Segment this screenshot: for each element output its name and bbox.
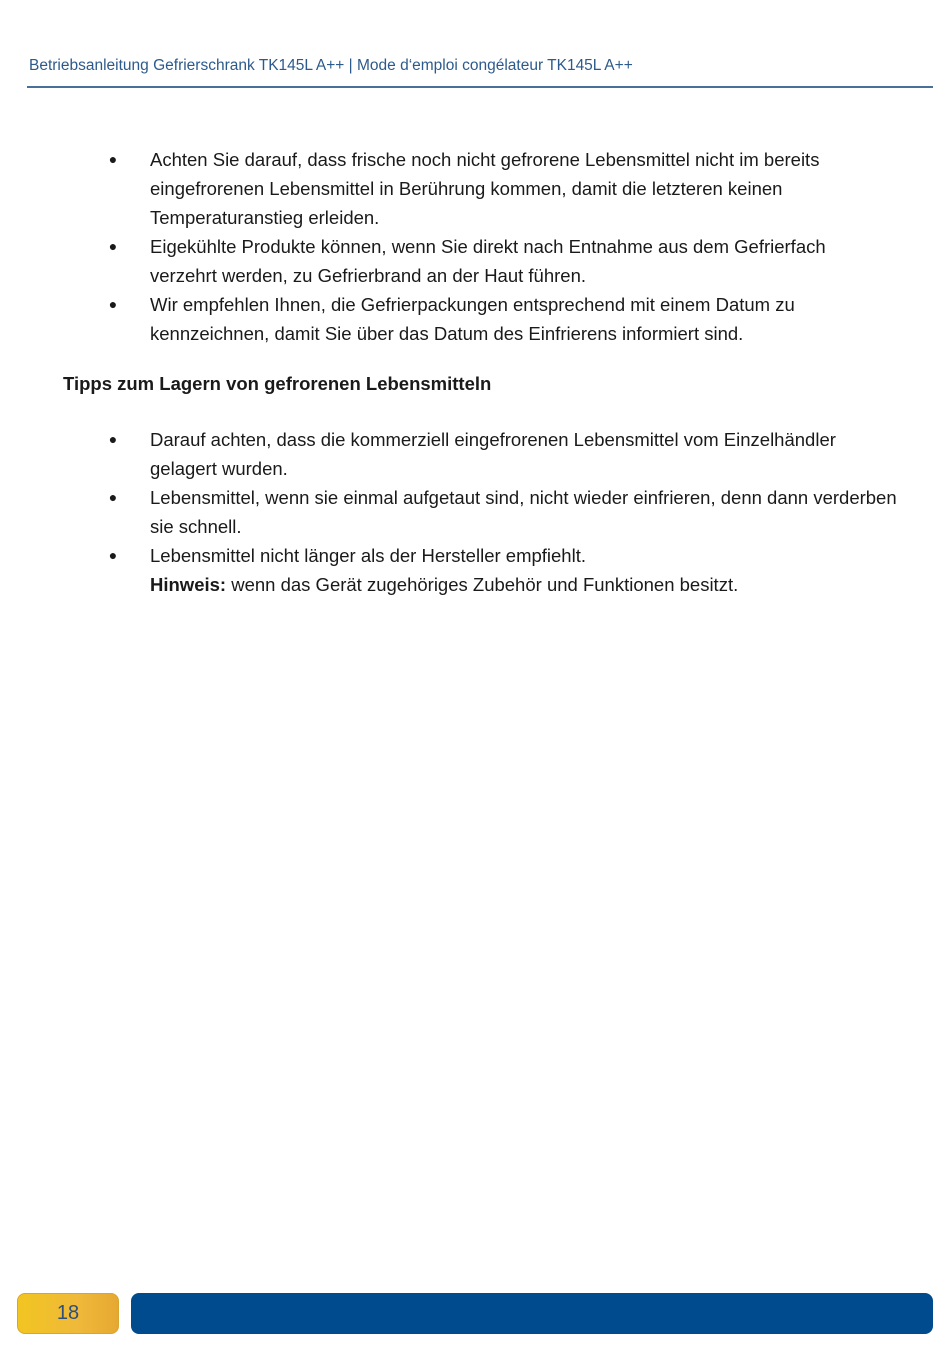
page-header-title: Betriebsanleitung Gefrierschrank TK145L A++ | Mode d‘emploi congélateur TK145L A++ [29, 57, 633, 74]
bullet-icon: ● [108, 489, 118, 505]
section-heading-storage-tips: Tipps zum Lagern von gefrorenen Lebensmitteln [63, 373, 492, 394]
list-item-text: Lebensmittel, wenn sie einmal aufgetaut sind, nicht wieder einfrieren, denn dann verderben sie schnell. [150, 487, 897, 537]
bullet-list-storage-tips [107, 425, 897, 599]
bullet-icon: ● [108, 151, 118, 167]
list-item-text: Darauf achten, dass die kommerziell eingefrorenen Lebensmittel vom Einzelhändler gelagert wurden. [150, 429, 836, 479]
list-item [107, 290, 897, 348]
bullet-icon: ● [108, 431, 118, 447]
page-number: 18 [56, 1302, 80, 1324]
list-item [107, 541, 897, 599]
bullet-icon: ● [108, 547, 118, 563]
header-divider [27, 86, 933, 88]
list-item [107, 425, 897, 483]
list-item-text: Wir empfehlen Ihnen, die Gefrierpackungen entsprechend mit einem Datum zu kennzeichnen, damit Sie über das Datum des Einfrierens informiert sind. [150, 294, 795, 344]
note-line [150, 570, 897, 599]
note-label: Hinweis: [150, 574, 227, 595]
list-item-text: Lebensmittel nicht länger als der Hersteller empfiehlt. [150, 545, 586, 566]
bullet-list-freezing-notes [107, 145, 897, 348]
note-text: wenn das Gerät zugehöriges Zubehör und Funktionen besitzt. [226, 574, 739, 595]
list-item [107, 145, 897, 232]
list-item [107, 232, 897, 290]
list-item-text: Achten Sie darauf, dass frische noch nicht gefrorene Lebensmittel nicht im bereits eingefrorenen Lebensmittel in Berührung kommen, damit die letzteren keinen Temperaturanstieg erleiden. [150, 149, 820, 228]
footer-bar [131, 1293, 933, 1334]
bullet-icon: ● [108, 296, 118, 312]
page-number-badge [17, 1293, 119, 1334]
list-item-text: Eigekühlte Produkte können, wenn Sie direkt nach Entnahme aus dem Gefrierfach verzehrt werden, zu Gefrierbrand an der Haut führen. [150, 236, 826, 286]
bullet-icon: ● [108, 238, 118, 254]
list-item [107, 483, 897, 541]
